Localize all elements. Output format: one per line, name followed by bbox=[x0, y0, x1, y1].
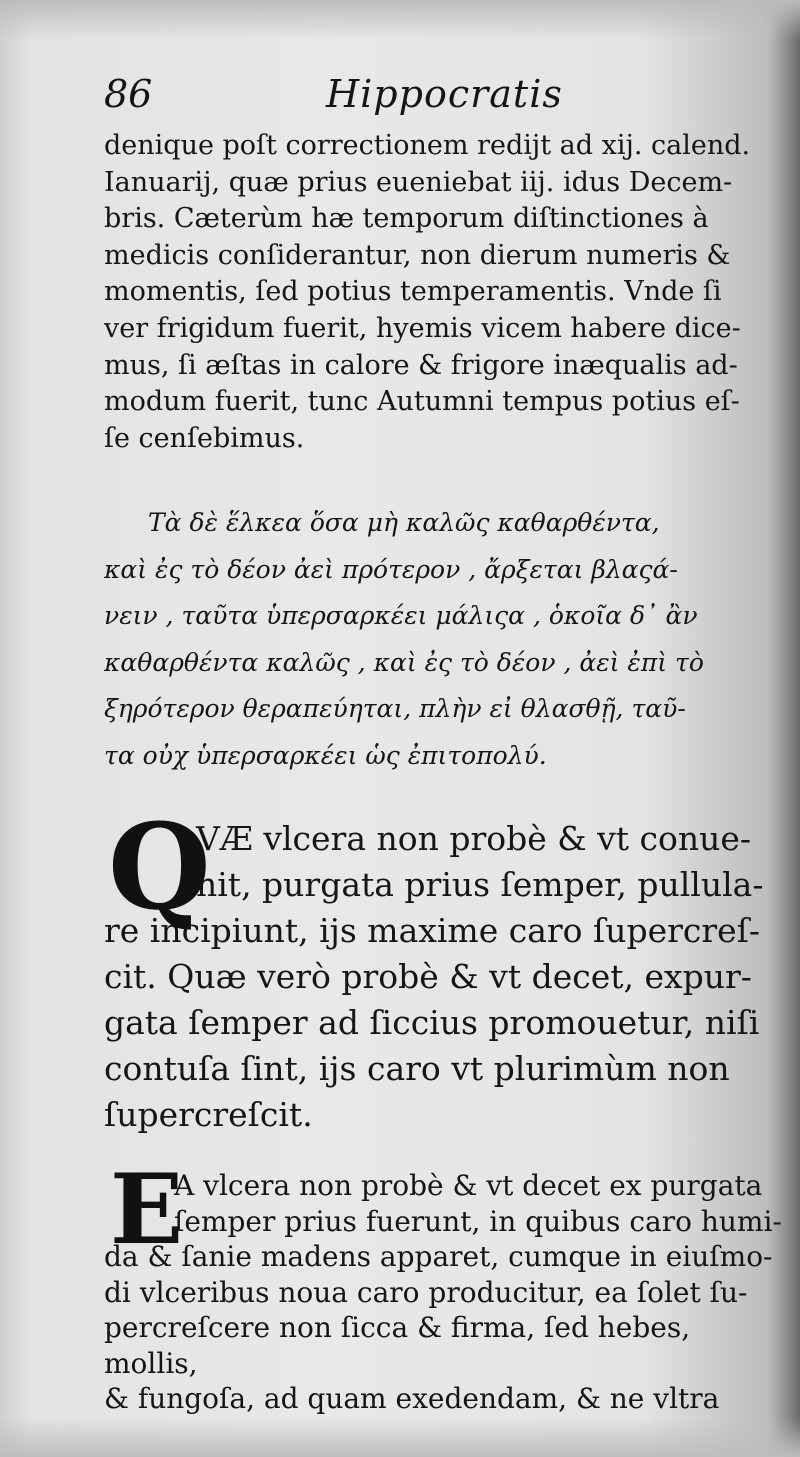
greek-line: Τὰ δὲ ἕλκεα ὅσα μὴ καλῶς καθαρθέντα, bbox=[148, 508, 660, 537]
text-line: ſupercreſcit. bbox=[104, 1095, 313, 1134]
page-number: 86 bbox=[104, 72, 153, 116]
text-line: medicis conſiderantur, non dierum numeris & bbox=[104, 239, 731, 271]
text-line: ſemper prius fuerunt, in quibus caro humi- bbox=[174, 1204, 782, 1238]
greek-line: ξηρότερον θεραπεύηται, πλὴν εἰ θλασθῇ, ταῦ- bbox=[104, 694, 686, 723]
drop-cap-e: E bbox=[110, 1153, 184, 1266]
text-line: modum fuerit, tunc Autumni tempus potius eſ- bbox=[104, 386, 740, 418]
text-line: gata ſemper ad ſiccius promouetur, niſi bbox=[104, 1003, 760, 1042]
text-line: bris. Cæterùm hæ temporum diſtinctiones à bbox=[104, 203, 709, 235]
text-line: percreſcere non ſicca & firma, ſed hebes, mollis, bbox=[104, 1311, 691, 1380]
text-line: ver frigidum fuerit, hyemis vicem habere dice- bbox=[104, 312, 741, 344]
text-line: cit. Quæ verò probè & vt decet, expur- bbox=[104, 957, 752, 996]
drop-cap-q: Q bbox=[108, 797, 211, 936]
text-line: denique poſt correctionem redijt ad xij. calend. bbox=[104, 130, 751, 161]
text-line: VÆ vlcera non probè & vt conue- bbox=[196, 819, 752, 858]
latin-paragraph-2 bbox=[104, 816, 784, 1138]
latin-paragraph-3 bbox=[104, 1168, 784, 1417]
running-head: Hippocratis bbox=[326, 72, 563, 116]
greek-line: νειν , ταῦτα ὑπερσαρκέει μάλιςα , ὁκοῖα δ᾽ ἂν bbox=[104, 601, 698, 630]
page-header bbox=[104, 72, 744, 122]
text-line: Ianuarij, quæ prius eueniebat iij. idus Decem- bbox=[104, 166, 733, 198]
greek-line: καὶ ἐς τὸ δέον ἀεὶ πρότερον , ἄρξεται βλαςά- bbox=[104, 554, 678, 584]
text-line: di vlceribus noua caro producitur, ea ſolet ſu- bbox=[104, 1275, 748, 1309]
text-line: & fungoſa, ad quam exedendam, & ne vltra bbox=[104, 1382, 720, 1415]
greek-line: τα οὐχ ὑπερσαρκέει ὡς ἐπιτοπολύ. bbox=[104, 740, 547, 770]
text-line: da & ſanie madens apparet, cumque in eiuſmo- bbox=[104, 1240, 773, 1273]
greek-line: καθαρθέντα καλῶς , καὶ ἐς τὸ δέον , ἀεὶ ἐπὶ τὸ bbox=[104, 647, 704, 677]
text-line: mus, ſi æſtas in calore & frigore inæqualis ad- bbox=[104, 349, 738, 381]
text-line: nit, purgata prius ſemper, pullula- bbox=[196, 865, 764, 904]
text-line: momentis, ſed potius temperamentis. Vnde ſi bbox=[104, 276, 722, 308]
text-line: A vlcera non probè & vt decet ex purgata bbox=[174, 1169, 763, 1202]
text-line: re incipiunt, ijs maxime caro ſupercreſ- bbox=[104, 911, 761, 950]
greek-passage bbox=[104, 500, 784, 779]
text-line: ſe cenſebimus. bbox=[104, 422, 305, 454]
latin-paragraph-1 bbox=[104, 128, 754, 457]
text-line: contuſa ſint, ijs caro vt plurimùm non bbox=[104, 1049, 730, 1088]
